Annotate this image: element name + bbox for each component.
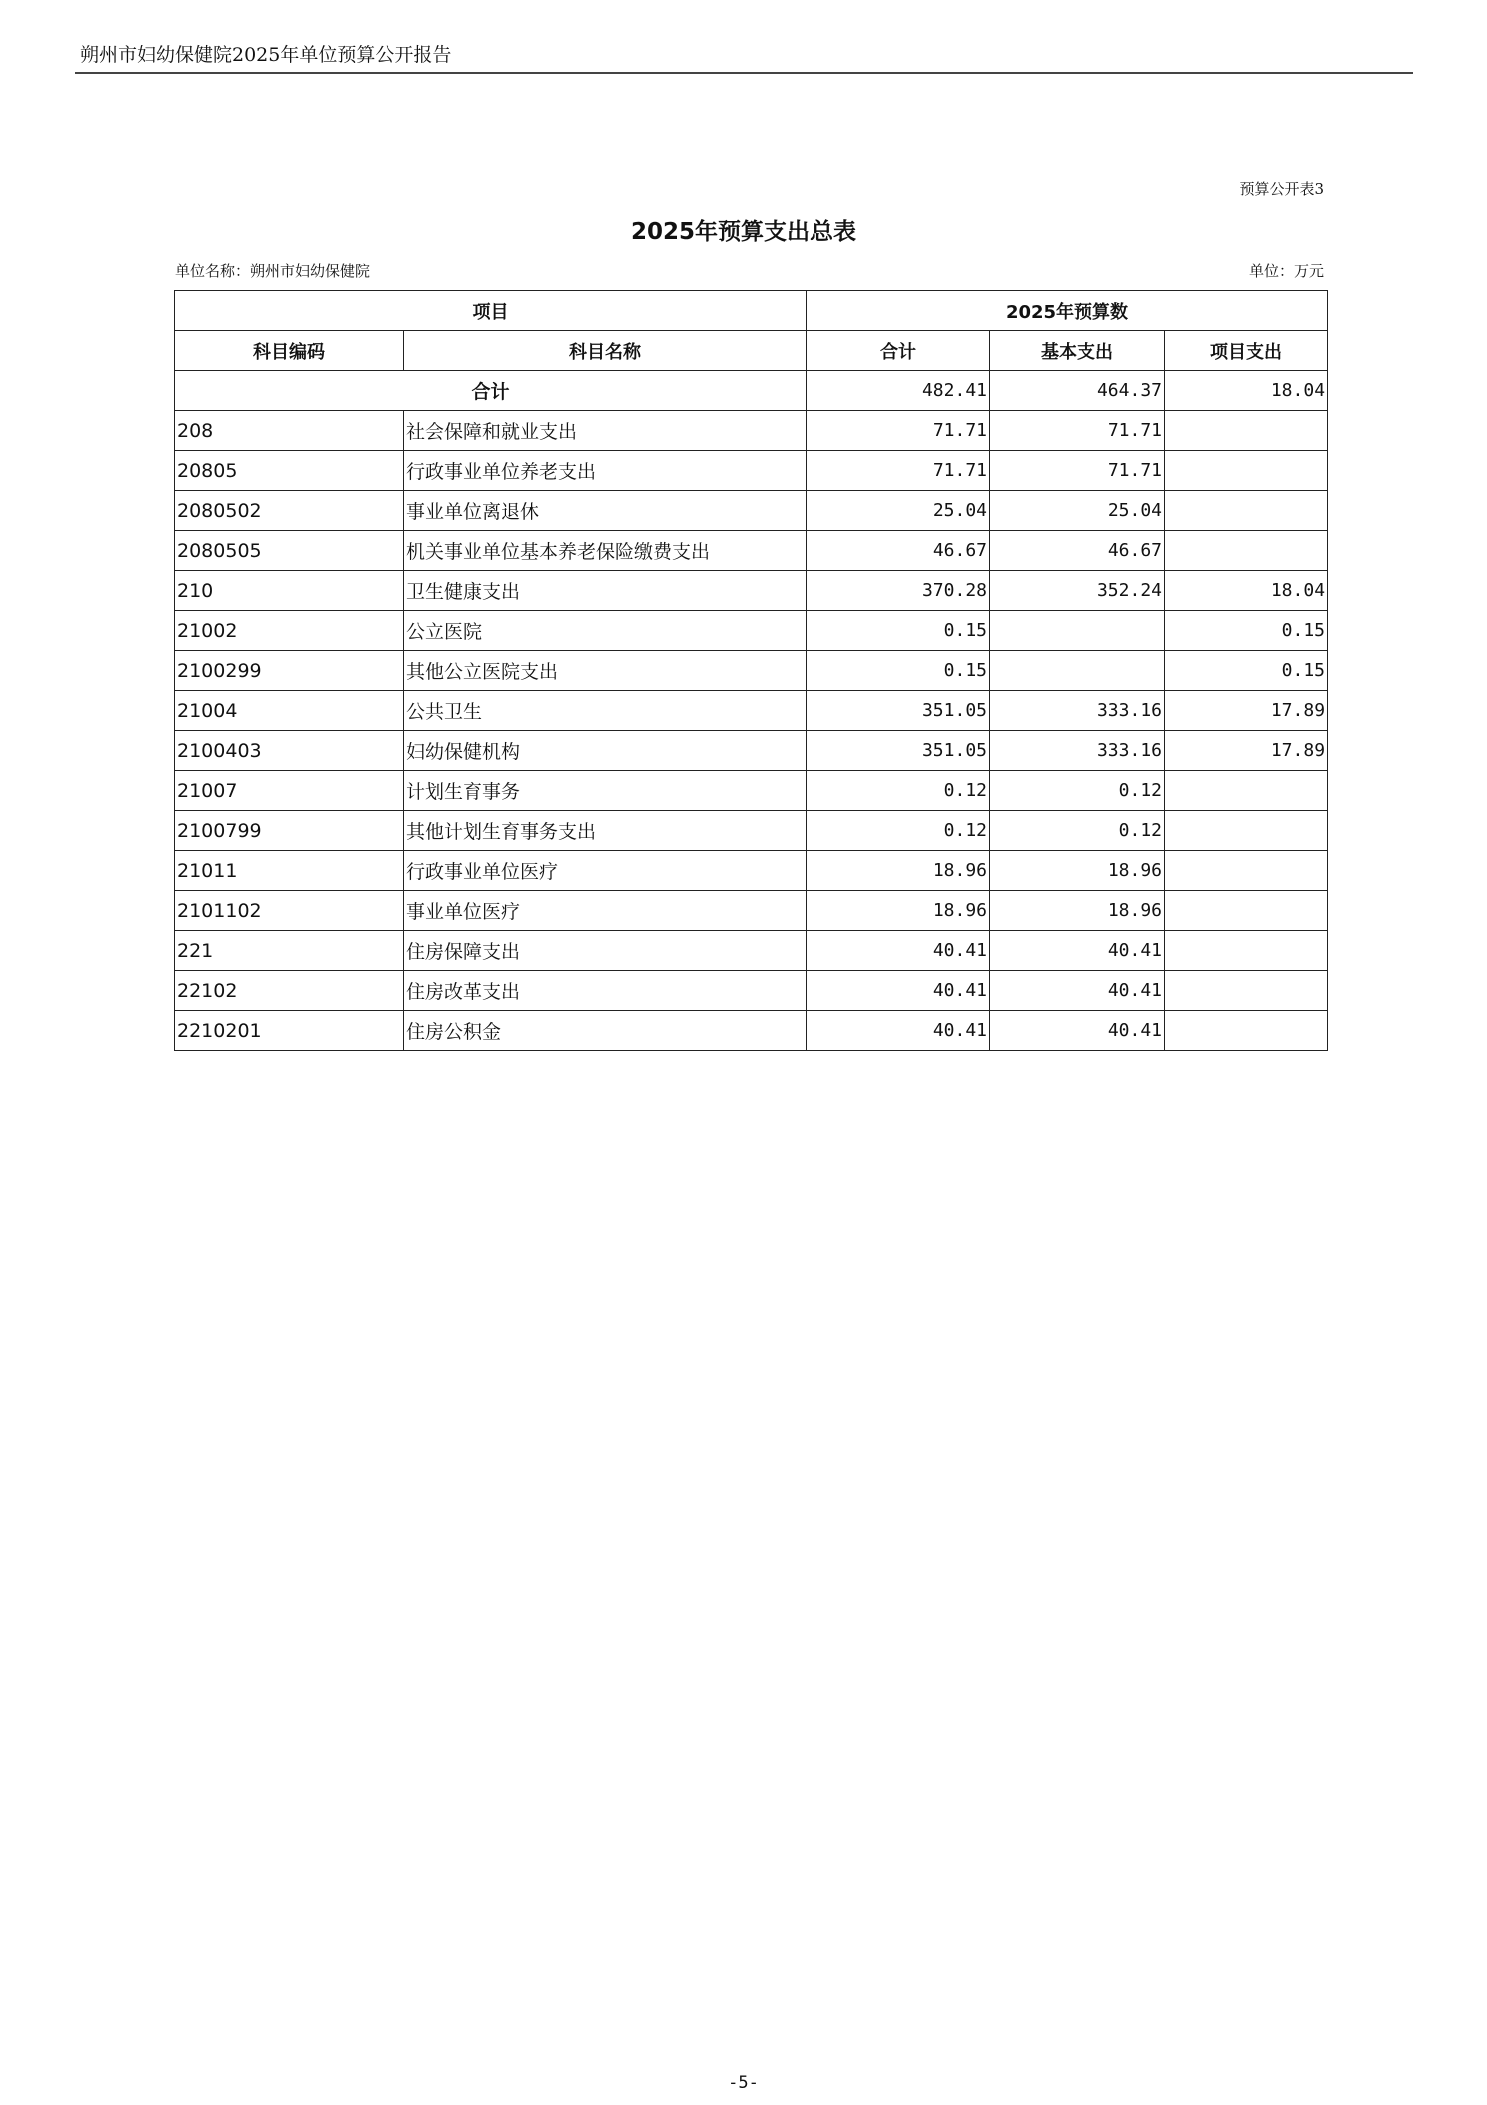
- basic-expenditure-cell: [990, 651, 1165, 691]
- table-row: [175, 411, 1328, 451]
- table-number: 预算公开表3: [1239, 180, 1324, 198]
- subject-name-cell: 其他公立医院支出: [404, 651, 807, 691]
- total-cell: 351.05: [807, 731, 990, 771]
- subject-name-cell: 行政事业单位养老支出: [404, 451, 807, 491]
- code-column-header: 科目编码: [175, 331, 404, 371]
- table-row: [175, 691, 1328, 731]
- total-row-label: 合计: [175, 371, 807, 411]
- total-cell: 40.41: [807, 931, 990, 971]
- unit-name: 单位名称：朔州市妇幼保健院: [175, 262, 371, 280]
- basic-expenditure-cell: 0.12: [990, 811, 1165, 851]
- subject-name-cell: 妇幼保健机构: [404, 731, 807, 771]
- subject-code-cell: 20805: [175, 451, 404, 491]
- total-cell: 0.12: [807, 771, 990, 811]
- project-expenditure-cell: [1165, 931, 1328, 971]
- basic-expenditure-cell: [990, 611, 1165, 651]
- project-expenditure-cell: [1165, 531, 1328, 571]
- total-cell: 351.05: [807, 691, 990, 731]
- table-row: [175, 451, 1328, 491]
- subject-code-cell: 22102: [175, 971, 404, 1011]
- basic-column-header: 基本支出: [990, 331, 1165, 371]
- basic-expenditure-cell: 40.41: [990, 971, 1165, 1011]
- table-row: [175, 491, 1328, 531]
- total-cell: 40.41: [807, 1011, 990, 1051]
- project-expenditure-cell: 0.15: [1165, 611, 1328, 651]
- total-cell: 40.41: [807, 971, 990, 1011]
- table-row: [175, 971, 1328, 1011]
- subject-name-cell: 住房改革支出: [404, 971, 807, 1011]
- project-expenditure-cell: [1165, 971, 1328, 1011]
- total-row: [175, 371, 1328, 411]
- basic-expenditure-cell: 25.04: [990, 491, 1165, 531]
- item-group-header: 项目: [175, 291, 807, 331]
- header-divider: [75, 72, 1413, 74]
- total-column-header: 合计: [807, 331, 990, 371]
- group-header-row: [175, 291, 1328, 331]
- table-row: [175, 851, 1328, 891]
- subject-code-cell: 21002: [175, 611, 404, 651]
- subject-name-cell: 住房保障支出: [404, 931, 807, 971]
- basic-expenditure-cell: 71.71: [990, 411, 1165, 451]
- subject-name-cell: 住房公积金: [404, 1011, 807, 1051]
- table-row: [175, 891, 1328, 931]
- subject-name-cell: 事业单位医疗: [404, 891, 807, 931]
- currency-unit: 单位：万元: [1248, 262, 1324, 280]
- project-expenditure-cell: [1165, 1011, 1328, 1051]
- total-cell: 0.15: [807, 651, 990, 691]
- table-row: [175, 571, 1328, 611]
- subject-name-cell: 卫生健康支出: [404, 571, 807, 611]
- page-number: -5-: [728, 2073, 759, 2093]
- subject-code-cell: 21007: [175, 771, 404, 811]
- subject-code-cell: 2100799: [175, 811, 404, 851]
- subject-name-cell: 公立医院: [404, 611, 807, 651]
- subject-code-cell: 2100403: [175, 731, 404, 771]
- subject-name-cell: 事业单位离退休: [404, 491, 807, 531]
- table-row: [175, 931, 1328, 971]
- project-column-header: 项目支出: [1165, 331, 1328, 371]
- table-row: [175, 811, 1328, 851]
- basic-expenditure-cell: 40.41: [990, 931, 1165, 971]
- project-expenditure-cell: [1165, 851, 1328, 891]
- column-header-row: [175, 331, 1328, 371]
- total-cell: 18.96: [807, 851, 990, 891]
- table-title: 2025年预算支出总表: [630, 219, 856, 245]
- project-expenditure-cell: [1165, 891, 1328, 931]
- project-expenditure-cell: [1165, 771, 1328, 811]
- table-row: [175, 731, 1328, 771]
- project-expenditure-cell: 18.04: [1165, 571, 1328, 611]
- total-cell: 71.71: [807, 451, 990, 491]
- total-row-project: 18.04: [1165, 371, 1328, 411]
- subject-code-cell: 210: [175, 571, 404, 611]
- project-expenditure-cell: [1165, 811, 1328, 851]
- table-row: [175, 651, 1328, 691]
- subject-code-cell: 2080502: [175, 491, 404, 531]
- total-cell: 0.15: [807, 611, 990, 651]
- subject-code-cell: 208: [175, 411, 404, 451]
- basic-expenditure-cell: 71.71: [990, 451, 1165, 491]
- subject-code-cell: 2101102: [175, 891, 404, 931]
- project-expenditure-cell: 0.15: [1165, 651, 1328, 691]
- name-column-header: 科目名称: [404, 331, 807, 371]
- subject-code-cell: 221: [175, 931, 404, 971]
- basic-expenditure-cell: 18.96: [990, 851, 1165, 891]
- table-row: [175, 1011, 1328, 1051]
- table-row: [175, 611, 1328, 651]
- project-expenditure-cell: [1165, 451, 1328, 491]
- basic-expenditure-cell: 40.41: [990, 1011, 1165, 1051]
- basic-expenditure-cell: 18.96: [990, 891, 1165, 931]
- budget-expenditure-table: [174, 290, 1328, 1051]
- subject-name-cell: 公共卫生: [404, 691, 807, 731]
- basic-expenditure-cell: 0.12: [990, 771, 1165, 811]
- table-row: [175, 771, 1328, 811]
- budget-group-header: 2025年预算数: [807, 291, 1328, 331]
- project-expenditure-cell: 17.89: [1165, 731, 1328, 771]
- basic-expenditure-cell: 333.16: [990, 731, 1165, 771]
- total-cell: 71.71: [807, 411, 990, 451]
- subject-name-cell: 计划生育事务: [404, 771, 807, 811]
- total-cell: 46.67: [807, 531, 990, 571]
- project-expenditure-cell: [1165, 491, 1328, 531]
- running-header: 朔州市妇幼保健院2025年单位预算公开报告: [80, 44, 452, 66]
- total-cell: 18.96: [807, 891, 990, 931]
- subject-code-cell: 2210201: [175, 1011, 404, 1051]
- subject-name-cell: 行政事业单位医疗: [404, 851, 807, 891]
- total-row-total: 482.41: [807, 371, 990, 411]
- subject-code-cell: 2080505: [175, 531, 404, 571]
- subject-name-cell: 其他计划生育事务支出: [404, 811, 807, 851]
- project-expenditure-cell: 17.89: [1165, 691, 1328, 731]
- subject-code-cell: 2100299: [175, 651, 404, 691]
- basic-expenditure-cell: 352.24: [990, 571, 1165, 611]
- subject-name-cell: 机关事业单位基本养老保险缴费支出: [404, 531, 807, 571]
- total-row-basic: 464.37: [990, 371, 1165, 411]
- total-cell: 0.12: [807, 811, 990, 851]
- subject-code-cell: 21004: [175, 691, 404, 731]
- basic-expenditure-cell: 333.16: [990, 691, 1165, 731]
- project-expenditure-cell: [1165, 411, 1328, 451]
- total-cell: 370.28: [807, 571, 990, 611]
- basic-expenditure-cell: 46.67: [990, 531, 1165, 571]
- table-row: [175, 531, 1328, 571]
- subject-name-cell: 社会保障和就业支出: [404, 411, 807, 451]
- subject-code-cell: 21011: [175, 851, 404, 891]
- total-cell: 25.04: [807, 491, 990, 531]
